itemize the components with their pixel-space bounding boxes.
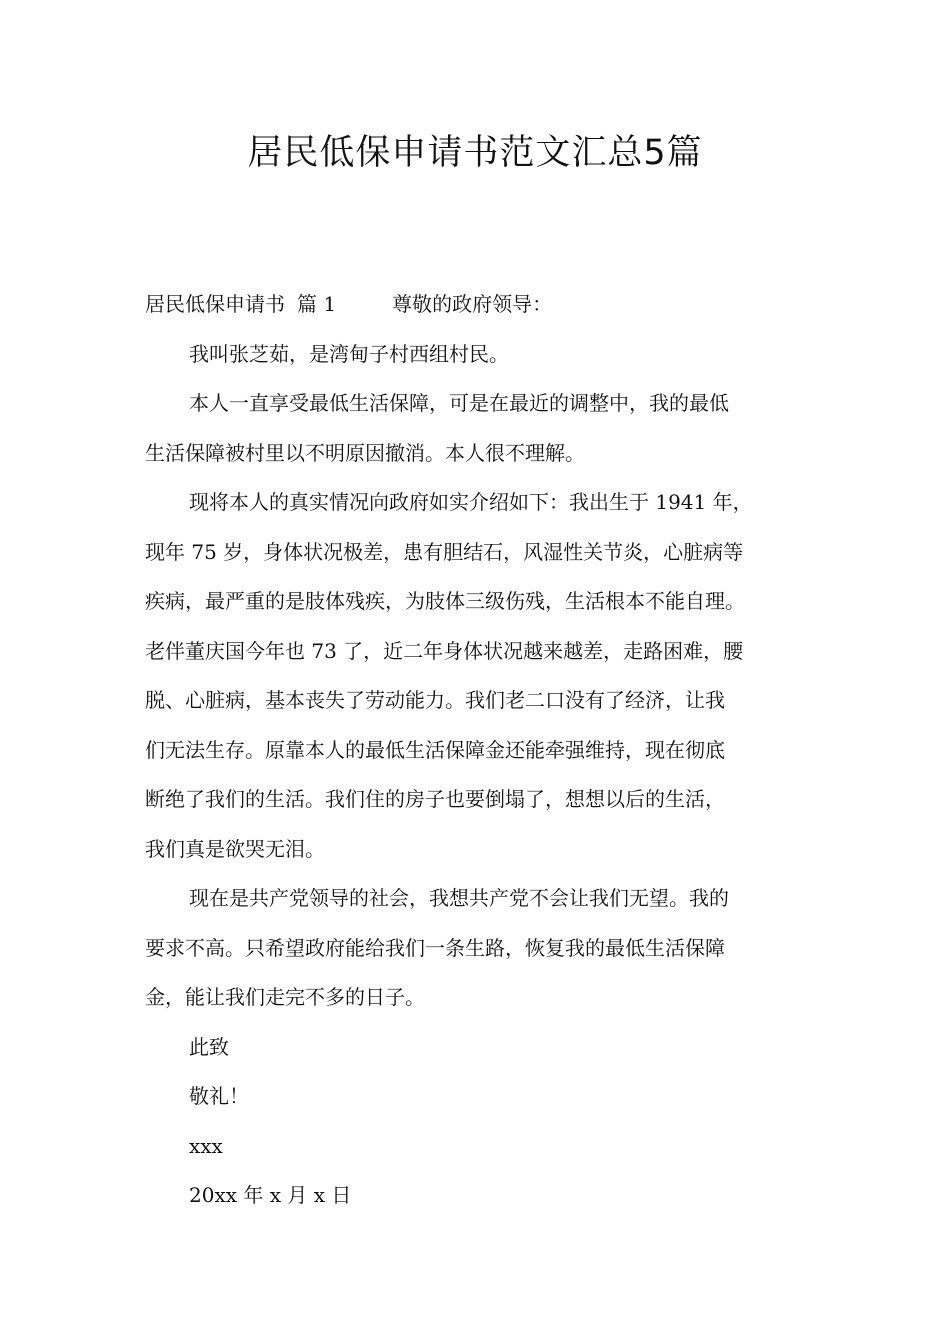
paragraph-line: 现将本人的真实情况向政府如实介绍如下：我出生于 1941 年， [189, 490, 753, 514]
paragraph-line: 断绝了我们的生活。我们住的房子也要倒塌了，想想以后的生活， [145, 787, 725, 811]
salutation: 尊敬的政府领导： [392, 292, 553, 316]
paragraph-line: 我叫张芝茹，是湾甸子村西组村民。 [189, 341, 509, 366]
signature-date: 20xx 年 x 月 x 日 [189, 1183, 352, 1207]
paragraph-line: 要求不高。只希望政府能给我们一条生路，恢复我的最低生活保障 [145, 935, 725, 960]
paragraph-line: 们无法生存。原靠本人的最低生活保障金还能牵强维持，现在彻底 [145, 737, 725, 762]
document-body [145, 280, 815, 1221]
paragraph-line: 本人一直享受最低生活保障，可是在最近的调整中，我的最低 [189, 391, 729, 415]
heading-line [145, 280, 815, 330]
paragraph-line: 现年 75 岁，身体状况极差，患有胆结石，风湿性关节炎，心脏病等 [145, 539, 744, 564]
signature-name: xxx [189, 1133, 223, 1158]
heading-label: 居民低保申请书 [145, 292, 285, 316]
paragraph-line: 我们真是欲哭无泪。 [145, 836, 325, 861]
paragraph-line: 老伴董庆国今年也 73 了，近二年身体状况越来越差，走路困难，腰 [145, 638, 744, 663]
paragraph-line: 疾病，最严重的是肢体残疾，为肢体三级伤残，生活根本不能自理。 [145, 589, 745, 613]
paragraph-line: 金，能让我们走完不多的日子。 [145, 985, 425, 1009]
closing-line: 此致 [189, 1034, 229, 1059]
closing-salute: 敬礼！ [189, 1084, 249, 1108]
heading-number: 篇 1 [297, 292, 337, 316]
paragraph-line: 现在是共产党领导的社会，我想共产党不会让我们无望。我的 [189, 886, 729, 910]
document-title: 居民低保申请书范文汇总5篇 [247, 133, 703, 173]
paragraph-line: 生活保障被村里以不明原因撤消。本人很不理解。 [145, 440, 585, 465]
paragraph-line: 脱、心脏病，基本丧失了劳动能力。我们老二口没有了经济，让我 [145, 688, 725, 712]
